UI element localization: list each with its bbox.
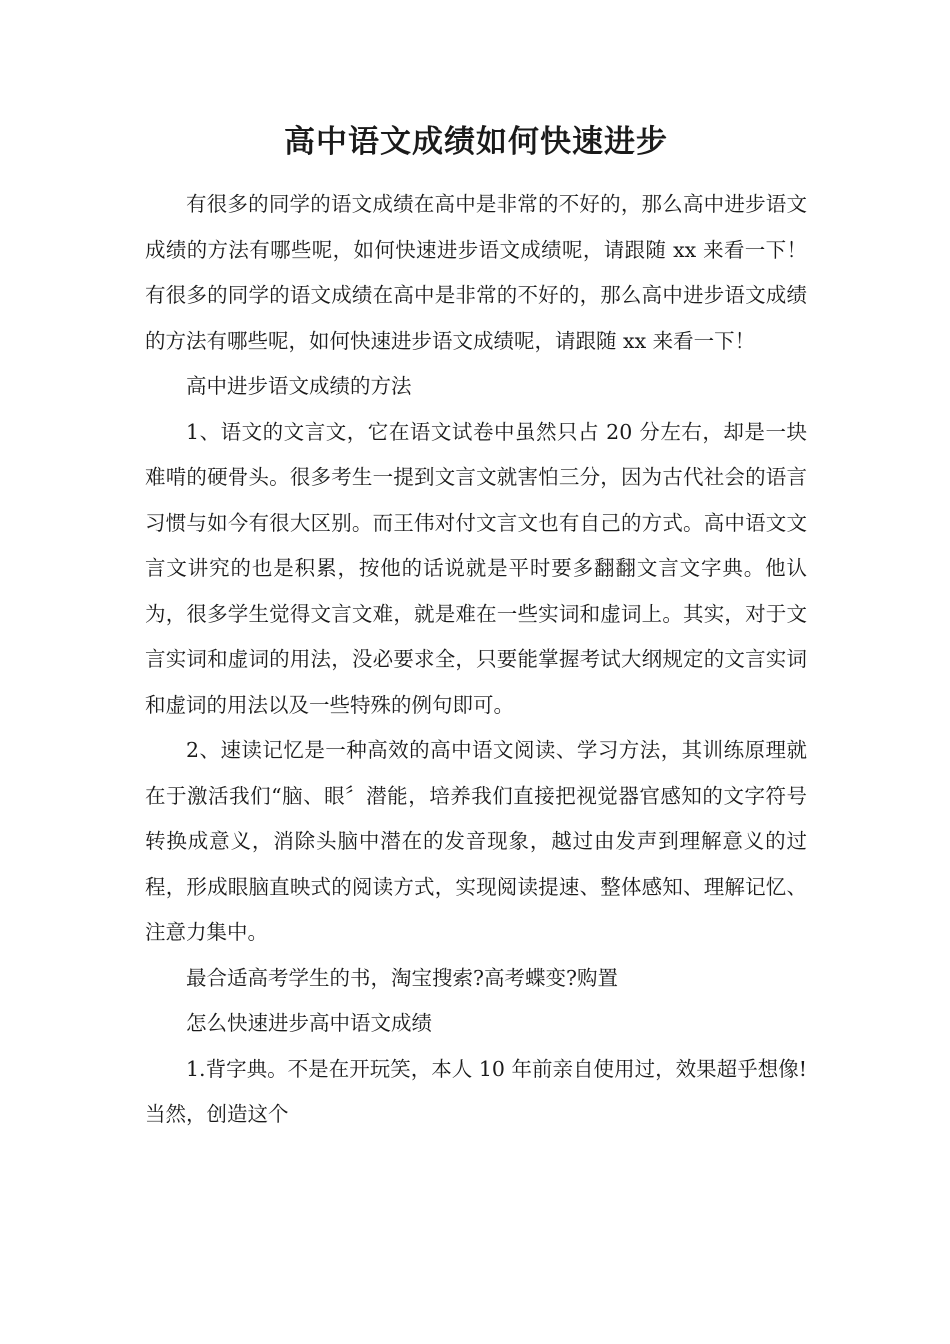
section-heading-methods: 高中进步语文成绩的方法 — [186, 374, 412, 398]
method-1-paragraph: 1、语文的文言文，它在语文试卷中虽然只占 20 分左右，却是一块难啃的硬骨头。很多考生一提到文言文就害怕三分，因为古代社会的语言习惯与如今有很大区别。而王伟对付文言文也有自己的方式。高中语文文言文讲究的也是积累，按他的话说就是平时要多翻翻文言文字典。他认为，很多学生觉得文言文难，就是难在一些实词和虚词上。其实，对于文言实词和虚词的用法，没必要求全，只要能掌握考试大纲规定的文言实词和虚词的用法以及一些特殊的例句即可。 — [145, 419, 807, 717]
method-2-paragraph: 2、速读记忆是一种高效的高中语文阅读、学习方法，其训练原理就在于激活我们“脑、眼〞潜能，培养我们直接把视觉器官感知的文字符号转换成意义，消除头脑中潜在的发音现象，越过由发声到理解意义的过程，形成眼脑直映式的阅读方式，实现阅读提速、整体感知、理解记忆、注意力集中。 — [145, 738, 807, 944]
document-title: 高中语文成绩如何快速进步 — [284, 124, 668, 160]
section-heading-how-to: 怎么快速进步高中语文成绩 — [186, 1011, 432, 1035]
tip-1-paragraph: 1.背字典。不是在开玩笑，本人 10 年前亲自使用过，效果超乎想像!当然，创造这个 — [145, 1056, 807, 1126]
intro-paragraph: 有很多的同学的语文成绩在高中是非常的不好的，那么高中进步语文成绩的方法有哪些呢，如何快速进步语文成绩呢，请跟随 xx 来看一下！有很多的同学的语文成绩在高中是非常的不好的，那么高中进步语文成绩的方法有哪些呢，如何快速进步语文成绩呢，请跟随 xx 来看一下！ — [145, 192, 807, 353]
book-recommendation: 最合适高考学生的书，淘宝搜索?高考蝶变?购置 — [186, 965, 618, 990]
